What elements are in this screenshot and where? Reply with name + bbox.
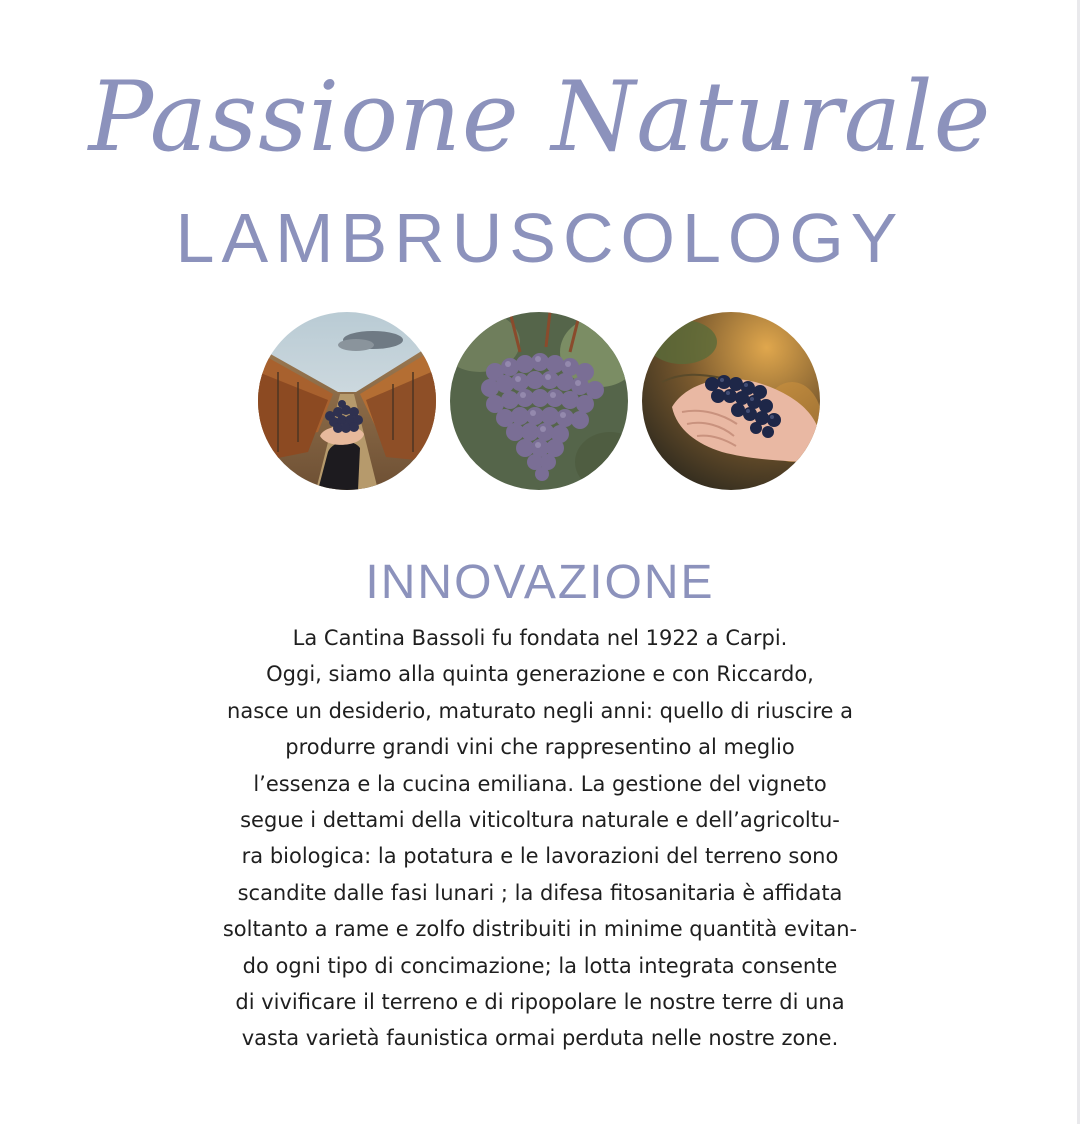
photo-row <box>0 312 1080 492</box>
paragraph-line: scandite dalle fasi lunari ; la difesa fitosanitaria è affidata <box>237 880 843 905</box>
section-heading: INNOVAZIONE <box>365 556 715 609</box>
hand-holding-grapes-photo <box>642 312 820 490</box>
paragraph-line: segue i dettami della viticoltura naturale e dell’agricoltu- <box>240 808 840 833</box>
paragraph-line: soltanto a rame e zolfo distribuiti in minime quantità evitan- <box>222 917 858 942</box>
brand-title: LAMBRUSCOLOGY <box>175 199 905 277</box>
paragraph-line: La Cantina Bassoli fu fondata nel 1922 a Carpi. <box>292 626 788 650</box>
paragraph-line: produrre grandi vini che rappresentino al meglio <box>285 735 795 760</box>
grape-bunches-photo <box>450 312 628 490</box>
script-title: Passione Naturale <box>88 61 992 173</box>
vineyard-hand-photo <box>258 312 436 490</box>
paragraph-line: do ogni tipo di concimazione; la lotta integrata consente <box>242 953 838 978</box>
paragraph-line: di vivificare il terreno e di ripopolare le nostre terre di una <box>235 990 845 1015</box>
paragraph-line: nasce un desiderio, maturato negli anni: quello di riuscire a <box>227 698 853 723</box>
paragraph-line: vasta varietà faunistica ormai perduta nelle nostre zone. <box>241 1026 839 1051</box>
paragraph-line: Oggi, siamo alla quinta generazione e con Riccardo, <box>266 662 814 687</box>
body-paragraph <box>190 620 890 1057</box>
paragraph-line: l’essenza e la cucina emiliana. La gestione del vigneto <box>253 771 827 796</box>
paragraph-line: ra biologica: la potatura e le lavorazioni del terreno sono <box>241 844 839 869</box>
